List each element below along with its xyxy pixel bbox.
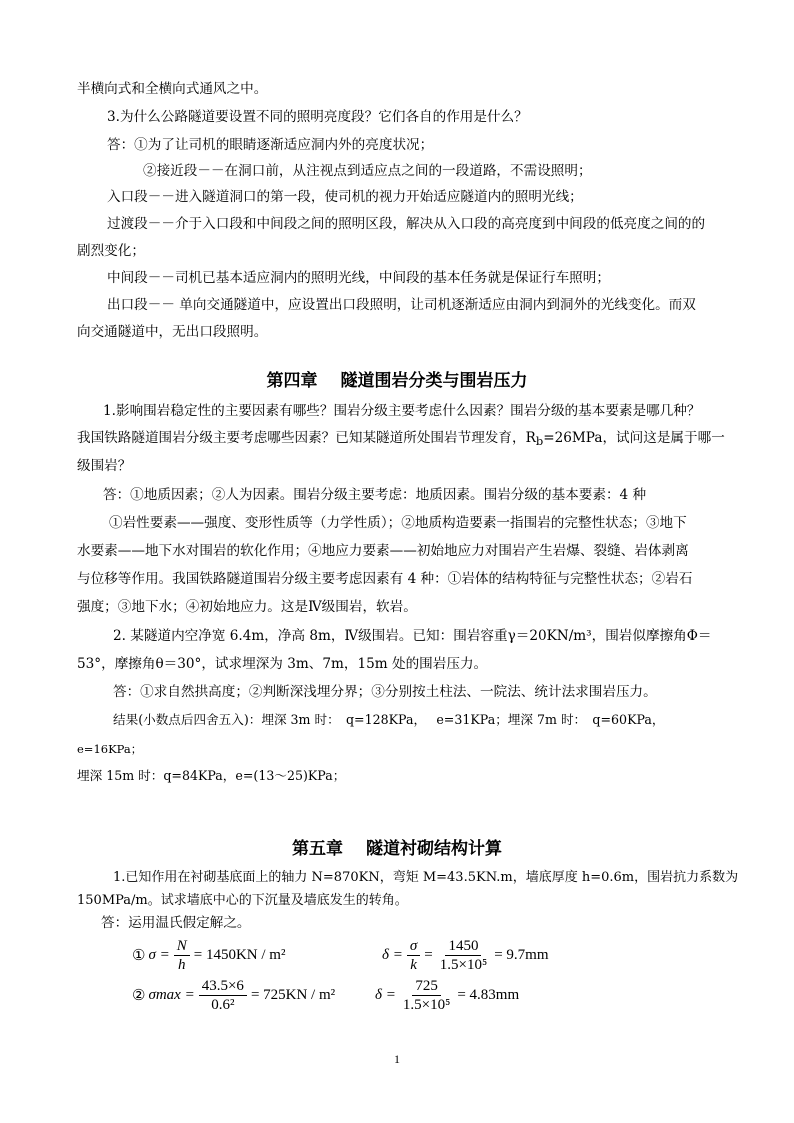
question-1: 1.已知作用在衬砌基底面上的轴力 N=870KN，弯矩 M=43.5KN.m，墙底厚度 h=0.6m，围岩抗力系数为 [113,870,739,885]
text-line: 级围岩？ [77,458,132,474]
question-3: 3.为什么公路隧道要设置不同的照明亮度段？它们各自的作用是什么？ [107,109,528,125]
fraction: $\frac{725}{\text{1.5×10⁵}}$ [402,977,451,1013]
answer-line: 答：①求自然拱高度；②判断深浅埋分界；③分别按土柱法、一院法、统计法求围岩压力。 [113,684,657,700]
formula-rotation: δ = $\frac{725}{\text{1.5×10⁵}}$ = 4.83mm [375,977,520,1013]
chapter-4-title: 第四章 隧道围岩分类与围岩压力 [266,371,528,391]
fraction: $\frac{1450}{\text{1.5×10⁵}}$ [439,937,488,973]
result-line: e=16KPa； [77,742,143,756]
question-2: 2. 某隧道内空净宽 6.4m，净高 8m，Ⅳ级围岩。已知：围岩容重γ＝20KN/m³，围岩似摩擦角Φ＝ [113,628,712,644]
answer-line: 答：运用温氏假定解之。 [101,915,251,931]
text-line: 水要素——地下水对围岩的软化作用；④地应力要素——初始地应力对围岩产生岩爆、裂缝、岩体剥离 [77,543,689,559]
text-line: 出口段－－ 单向交通隧道中，应设置出口段照明，让司机逐渐适应由洞内到洞外的光线变化。而双 [107,297,696,313]
text-line: 53°，摩擦角θ＝30°，试求埋深为 3m、7m，15m 处的围岩压力。 [77,656,488,672]
question-1: 1.影响围岩稳定性的主要因素有哪些？围岩分级主要考虑什么因素？围岩分级的基本要素是哪几种？ [103,403,701,419]
text-line: ①岩性要素——强度、变形性质等（力学性质）；②地质构造要素一指围岩的完整性状态；③地下 [109,515,687,531]
text-line: 过渡段－－介于入口段和中间段之间的照明区段，解决从入口段的高亮度到中间段的低亮度之间的的 [107,216,706,232]
text-line: 150MPa/m。试求墙底中心的下沉量及墙底发生的转角。 [77,893,408,908]
text-line: 剧烈变化； [77,243,145,259]
text-line: 中间段－－司机已基本适应洞内的照明光线，中间段的基本任务就是保证行车照明； [107,270,610,286]
text-line: 与位移等作用。我国铁路隧道围岩分级主要考虑因素有 4 种：①岩体的结构特征与完整性状态；②岩石 [77,571,693,587]
chapter-5-title: 第五章 隧道衬砌结构计算 [292,839,502,859]
text-line: 我国铁路隧道围岩分级主要考虑哪些因素？已知某隧道所处围岩节理发育，$R_b=26MPa$，试问这是属于哪一 [77,430,725,448]
fraction: $\frac{\sigma}{k}$ [407,937,420,974]
text-line: 向交通隧道中，无出口段照明。 [77,324,268,340]
formula-max-stress: ② σmax = $\frac{43.5\times 6}{\text{0.6²}}$ = 725KN / m² [132,977,336,1013]
answer-line: 答：①地质因素；②人为因素。围岩分级主要考虑：地质因素。围岩分级的基本要素：4 种 [103,487,647,503]
text-line: 强度；③地下水；④初始地应力。这是Ⅳ级围岩，软岩。 [77,599,417,615]
fraction: $\frac{N}{h}$ [174,937,190,974]
formula-settlement: δ = $\frac{\sigma}{k}$ = $\frac{1450}{\text{1.5×10⁵}}$ = 9.7mm [382,937,549,973]
text-line: ②接近段－－在洞口前，从注视点到适应点之间的一段道路，不需设照明； [143,163,592,179]
fraction: $\frac{43.5\times 6}{\text{0.6²}}$ [199,977,247,1014]
formula-stress: ① σ = $\frac{N}{h}$ = 1450KN / m² [132,937,286,973]
text-line: 答：①为了让司机的眼睛逐渐适应洞内外的亮度状况； [107,137,434,153]
result-line: 结果(小数点后四舍五入)：埋深 3m 时： q=128KPa， e=31KPa；埋深 7m 时： q=60KPa， [113,712,665,727]
page-number: 1 [394,1052,400,1066]
text-line: 入口段－－进入隧道洞口的第一段，使司机的视力开始适应隧道内的照明光线； [107,189,583,205]
text-line: 半横向式和全横向式通风之中。 [77,81,268,97]
result-line: 埋深 15m 时：q=84KPa，e=(13～25)KPa； [77,768,346,783]
